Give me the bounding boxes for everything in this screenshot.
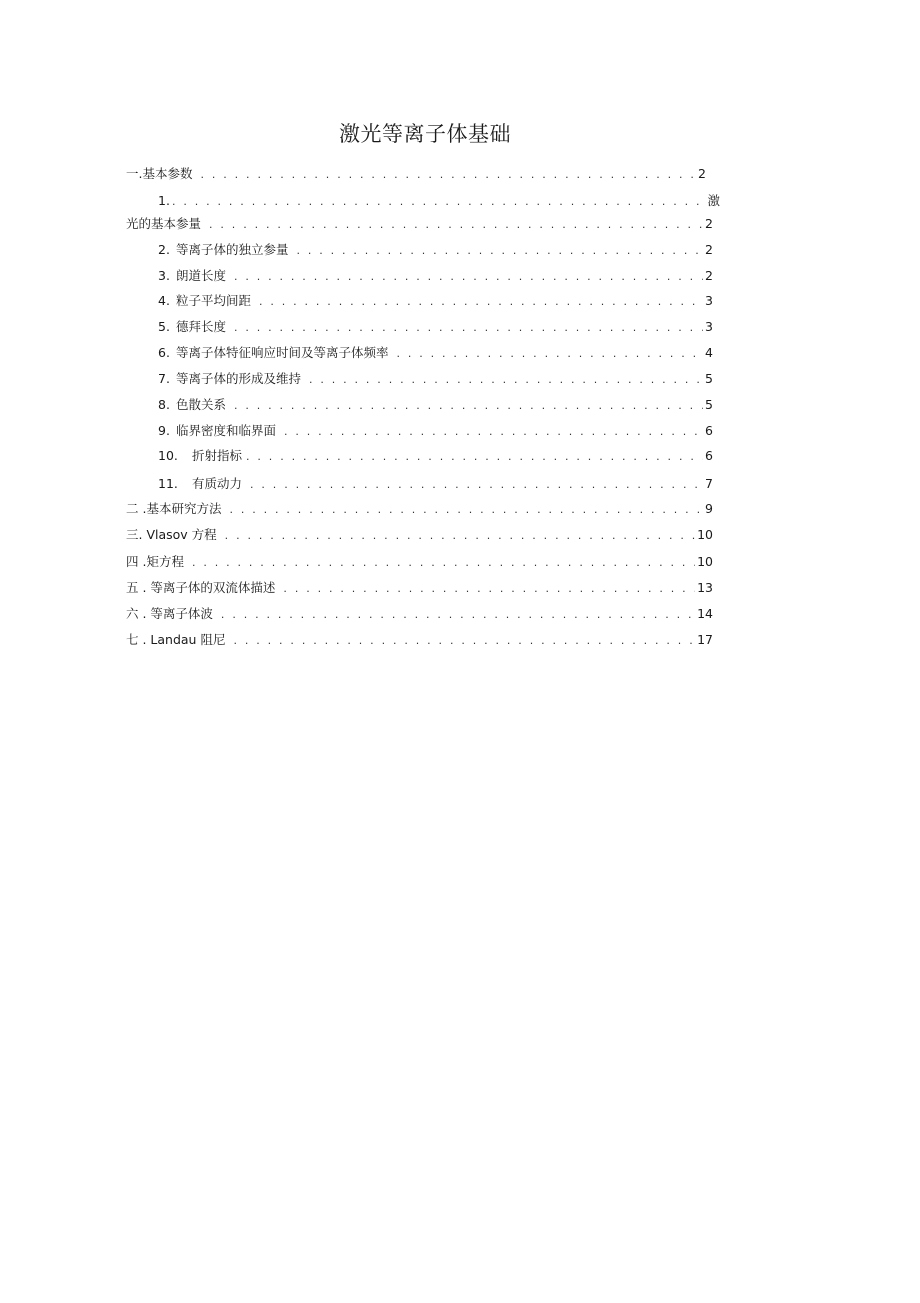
toc-leader-dots [229,501,703,519]
toc-page-number: 4 [705,345,713,360]
toc-entry-label: 有质动力 [192,476,243,491]
toc-entry-plasma-waves[interactable] [126,605,713,623]
toc-page-number: 3 [705,319,713,334]
toc-leader-dots [283,580,695,598]
toc-leader-dots [396,345,703,363]
toc-entry-label: 临界密度和临界面 [175,423,276,438]
toc-entry-label: 光的基本参量 [126,216,202,231]
toc-leader-dots [234,268,703,286]
toc-entry-label: 粒子平均间距 [175,293,251,308]
toc-entry-label: 色散关系 [175,397,226,412]
toc-leader-dots [225,527,695,545]
toc-entry-dispersion-relation[interactable] [158,396,713,414]
toc-page-number: 2 [705,268,713,283]
toc-entry-landau-damping[interactable] [126,631,713,649]
toc-entry-label: 等离子体的独立参量 [175,242,289,257]
toc-entry-response-time-frequency[interactable] [158,344,713,362]
toc-entry-number: 8. [158,397,170,412]
toc-entry-number: 11. [158,476,178,491]
toc-page-number: 3 [705,293,713,308]
toc-entry-label: 德拜长度 [175,319,226,334]
toc-entry-number: 3. [158,268,170,283]
toc-leader-dots [246,448,703,466]
toc-page-number: 10 [697,554,713,569]
toc-entry-number: 10. [158,448,178,463]
toc-entry-two-fluid-description[interactable] [126,579,713,597]
toc-entry-label: 五 . 等离子体的双流体描述 [126,580,276,595]
toc-page-number: 2 [705,216,713,231]
toc-entry-research-methods[interactable] [126,500,713,518]
toc-leader-dots [172,193,706,211]
toc-entry-landau-length[interactable] [158,267,713,285]
toc-entry-basic-parameters[interactable] [126,165,706,183]
toc-entry-critical-density[interactable] [158,422,713,440]
toc-page-number: 6 [705,448,713,463]
toc-entry-label: 折射指标 [192,448,243,463]
toc-leader-dots [192,554,695,572]
toc-entry-debye-length[interactable] [158,318,713,336]
toc-entry-number: 5. [158,319,170,334]
toc-leader-dots [200,166,696,184]
toc-entry-number: 7. [158,371,170,386]
toc-entry-label: 等离子体的形成及维持 [175,371,301,386]
toc-entry-label: 六 . 等离子体波 [126,606,213,621]
toc-page-number: 17 [697,632,713,647]
toc-entry-number: 9. [158,423,170,438]
toc-entry-vlasov-equation[interactable] [126,526,713,544]
toc-entry-laser-params-line1[interactable] [158,192,720,210]
toc-entry-formation-maintenance[interactable] [158,370,713,388]
toc-entry-label: 四 .矩方程 [126,554,184,569]
toc-page-number: 5 [705,371,713,386]
toc-page-number: 5 [705,397,713,412]
toc-page-number: 13 [697,580,713,595]
toc-page-number: 14 [697,606,713,621]
document-title: 激光等离子体基础 [339,122,511,146]
toc-leader-dots [209,216,703,234]
toc-leader-dots [296,242,703,260]
toc-leader-dots [221,606,695,624]
toc-leader-dots [234,319,703,337]
toc-entry-laser-params-line2[interactable] [126,215,713,233]
toc-entry-number: 4. [158,293,170,308]
toc-leader-dots [233,632,695,650]
toc-entry-label: 等离子体特征响应时间及等离子体频率 [175,345,389,360]
toc-entry-number: 6. [158,345,170,360]
toc-page-number: 9 [705,501,713,516]
toc-entry-label: 朗道长度 [175,268,226,283]
toc-leader-dots [250,476,703,494]
toc-entry-label: 三. Vlasov 方程 [126,527,217,542]
toc-page-number: 2 [698,166,706,181]
toc-page-number: 7 [705,476,713,491]
toc-entry-ponderomotive-force[interactable] [158,475,713,493]
toc-leader-dots [309,371,703,389]
toc-entry-label: 二 .基本研究方法 [126,501,222,516]
toc-entry-refractive-index[interactable] [158,447,713,465]
toc-entry-independent-params[interactable] [158,241,713,259]
toc-page-number: 10 [697,527,713,542]
toc-page-number: 2 [705,242,713,257]
toc-entry-number: 1. [158,193,170,208]
toc-entry-particle-spacing[interactable] [158,292,713,310]
toc-leader-dots [259,293,703,311]
toc-leader-dots [284,423,703,441]
toc-page-number: 6 [705,423,713,438]
toc-entry-moment-equations[interactable] [126,553,713,571]
toc-entry-number: 2. [158,242,170,257]
toc-entry-label-wrap: 激 [707,193,720,208]
toc-entry-label: 七 . Landau 阻尼 [126,632,226,647]
toc-entry-label: 一.基本参数 [126,166,193,181]
toc-leader-dots [234,397,703,415]
